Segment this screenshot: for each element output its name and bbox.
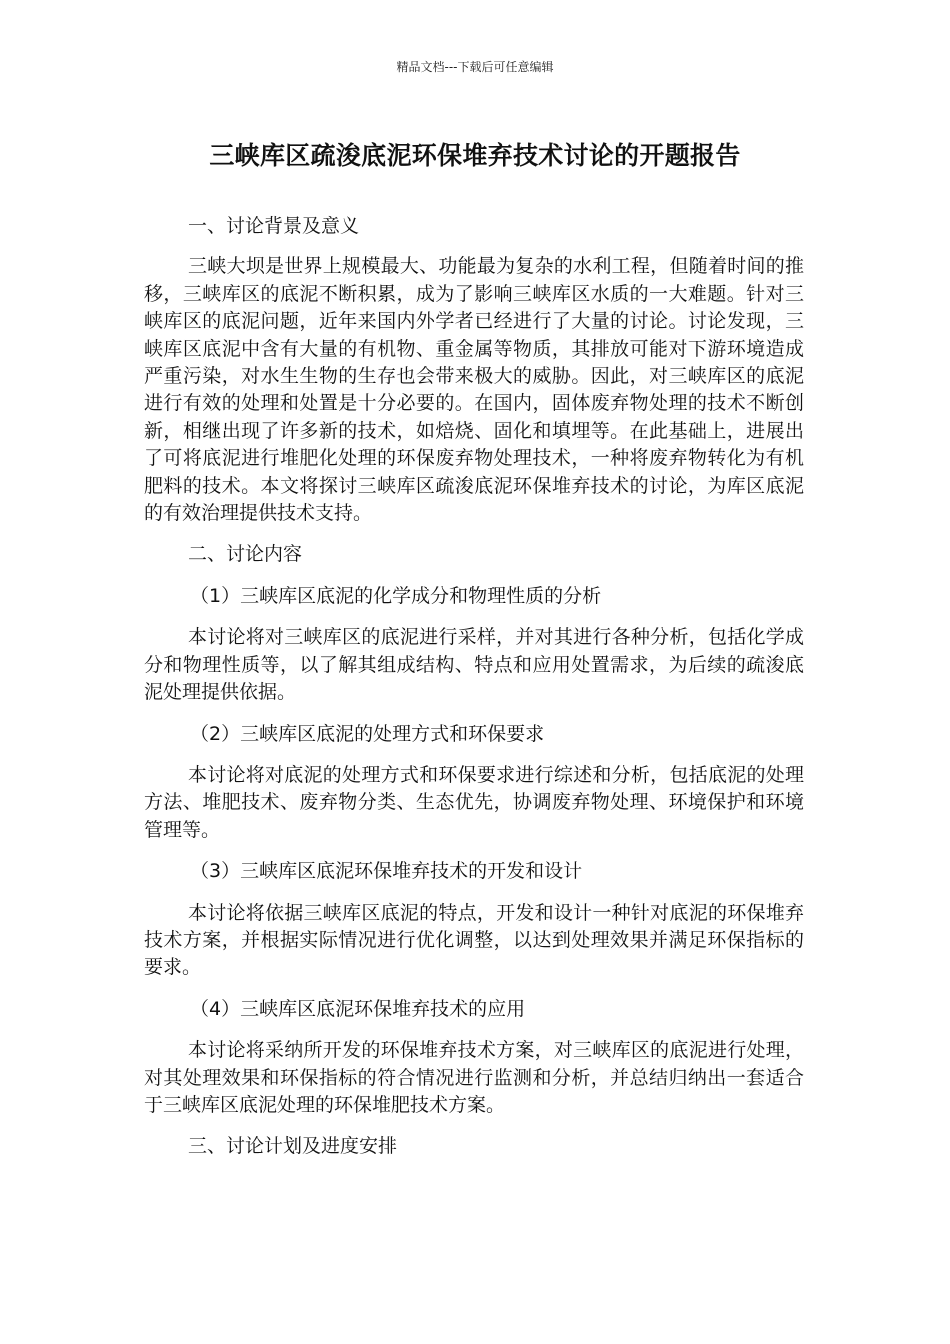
section-heading-content: 二、讨论内容 [188, 543, 303, 566]
subsection-heading-4: （4）三峡库区底泥环保堆弃技术的应用 [190, 997, 526, 1020]
subsection-heading-1: （1）三峡库区底泥的化学成分和物理性质的分析 [190, 584, 602, 607]
document-title: 三峡库区疏浚底泥环保堆弃技术讨论的开题报告 [209, 141, 741, 170]
subsection-paragraph-3: 本讨论将依据三峡库区底泥的特点，开发和设计一种针对底泥的环保堆弃技术方案，并根据实际情况进行优化调整，以达到处理效果并满足环保指标的要求。 [144, 901, 804, 979]
background-paragraph: 三峡大坝是世界上规模最大、功能最为复杂的水利工程，但随着时间的推移，三峡库区的底泥不断积累，成为了影响三峡库区水质的一大难题。针对三峡库区的底泥问题，近年来国内外学者已经进行了大量的讨论。讨论发现，三峡库区底泥中含有大量的有机物、重金属等物质，其排放可能对下游环境造成严重污染，对水生生物的生存也会带来极大的威胁。因此，对三峡库区的底泥进行有效的处理和处置是十分必要的。在国内，固体废弃物处理的技术不断创新，相继出现了许多新的技术，如焙烧、固化和填埋等。在此基础上，进展出了可将底泥进行堆肥化处理的环保废弃物处理技术，一种将废弃物转化为有机肥料的技术。本文将探讨三峡库区疏浚底泥环保堆弃技术的讨论，为库区底泥的有效治理提供技术支持。 [144, 255, 804, 525]
page-header-note: 精品文档---下载后可任意编辑 [396, 60, 554, 74]
document-body [144, 213, 804, 1161]
subsection-paragraph-1: 本讨论将对三峡库区的底泥进行采样，并对其进行各种分析，包括化学成分和物理性质等，以了解其组成结构、特点和应用处置需求，为后续的疏浚底泥处理提供依据。 [144, 626, 804, 704]
subsection-heading-2: （2）三峡库区底泥的处理方式和环保要求 [190, 722, 545, 745]
section-heading-schedule: 三、讨论计划及进度安排 [188, 1135, 398, 1158]
section-heading-background: 一、讨论背景及意义 [188, 215, 360, 237]
subsection-paragraph-2: 本讨论将对底泥的处理方式和环保要求进行综述和分析，包括底泥的处理方法、堆肥技术、废弃物分类、生态优先，协调废弃物处理、环境保护和环境管理等。 [144, 763, 804, 841]
subsection-heading-3: （3）三峡库区底泥环保堆弃技术的开发和设计 [190, 860, 583, 883]
subsection-paragraph-4: 本讨论将采纳所开发的环保堆弃技术方案，对三峡库区的底泥进行处理，对其处理效果和环保指标的符合情况进行监测和分析，并总结归纳出一套适合于三峡库区底泥处理的环保堆肥技术方案。 [144, 1039, 804, 1116]
